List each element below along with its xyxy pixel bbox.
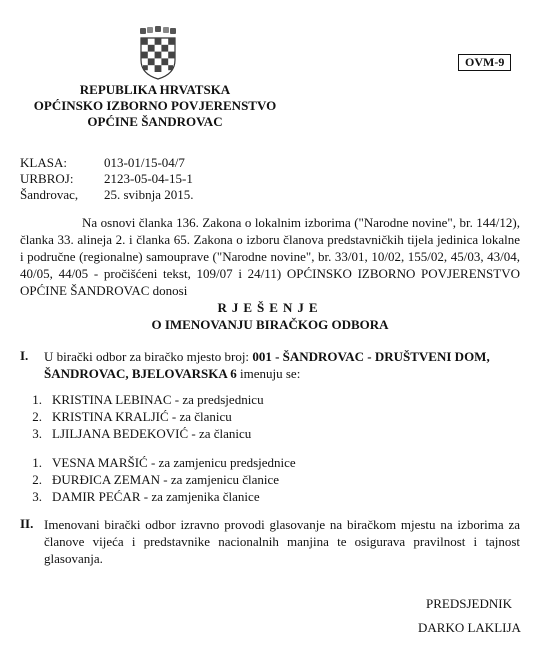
list-item: 3. LJILJANA BEDEKOVIĆ - za članicu	[32, 426, 252, 441]
urbroj-label: URBROJ:	[20, 171, 74, 186]
place-label: Šandrovac,	[20, 187, 79, 202]
signature-name: DARKO LAKLIJA	[418, 620, 521, 635]
deputy-name: VESNA MARŠIĆ	[52, 455, 148, 470]
header-commission: OPĆINSKO IZBORNO POVJERENSTVO	[33, 98, 277, 113]
member-name: LJILJANA BEDEKOVIĆ	[52, 426, 189, 441]
list-item: 3. DAMIR PEĆAR - za zamjenika članice	[32, 489, 260, 504]
decision-subtitle: O IMENOVANJU BIRAČKOG ODBORA	[151, 317, 389, 332]
section-1-suffix: imenuju se:	[236, 366, 301, 381]
list-item: 2. KRISTINA KRALJIĆ - za članicu	[32, 409, 232, 424]
deputy-role: - za zamjenicu predsjednice	[147, 455, 296, 470]
member-role: - za članicu	[188, 426, 252, 441]
polling-station-line1: 001 - ŠANDROVAC - DRUŠTVENI DOM,	[252, 349, 490, 364]
deputies-list	[20, 454, 296, 505]
intro-paragraph: Na osnovi članka 136. Zakona o lokalnim izborima ("Narodne novine", br. 144/12), članka 33. alineja 2. i članka 65. Zakona o izboru članova predstavničkih tijela jedinica lokalne i područne (regionalne) samouprave ("Narodne novine", br. 33/01, 10/02, 155/02, 45/03, 43/04, 40/05, 44/05 - pročišćeni tekst, 109/07 i 24/11) OPĆINSKO IZBORNO POVJERENSTVO OPĆINE ŠANDROVAC donosi	[20, 215, 520, 298]
deputy-role: - za zamjenika članice	[140, 489, 260, 504]
member-role: - za članicu	[168, 409, 232, 424]
decision-title: RJEŠENJE	[217, 300, 323, 315]
section-1-number: I.	[20, 348, 29, 363]
form-code-badge: OVM-9	[458, 54, 511, 71]
section-1-prefix: U birački odbor za biračko mjesto broj:	[44, 349, 253, 364]
klasa-label: KLASA:	[20, 155, 67, 170]
member-role: - za predsjednicu	[171, 392, 264, 407]
deputy-name: DAMIR PEĆAR	[52, 489, 141, 504]
deputy-name: ĐURĐICA ZEMAN	[52, 472, 160, 487]
deputy-role: - za zamjenicu članice	[159, 472, 280, 487]
klasa-value: 013-01/15-04/7	[104, 155, 185, 170]
list-item: 2. ĐURĐICA ZEMAN - za zamjenicu članice	[32, 472, 280, 487]
polling-station-line2: ŠANDROVAC, BJELOVARSKA 6	[44, 366, 237, 381]
member-name: KRISTINA KRALJIĆ	[52, 409, 169, 424]
header-municipality: OPĆINE ŠANDROVAC	[87, 114, 223, 129]
urbroj-value: 2123-05-04-15-1	[104, 171, 193, 186]
member-name: KRISTINA LEBINAC	[52, 392, 172, 407]
section-1-text	[44, 348, 520, 382]
coat-of-arms-icon	[138, 26, 178, 80]
list-item: 1. VESNA MARŠIĆ - za zamjenicu predsjednice	[32, 455, 296, 470]
section-2-number: II.	[20, 516, 34, 531]
header-republic: REPUBLIKA HRVATSKA	[79, 82, 231, 97]
date-value: 25. svibnja 2015.	[104, 187, 194, 202]
members-list	[20, 391, 264, 442]
signature-role: PREDSJEDNIK	[426, 596, 512, 611]
list-item: 1. KRISTINA LEBINAC - za predsjednicu	[32, 392, 264, 407]
section-2-text: Imenovani birački odbor izravno provodi glasovanje na biračkom mjestu na izborima za članove vijeća i predstavnike nacionalnih manjina te osigurava pravilnost i tajnost glasovanja.	[44, 517, 520, 566]
